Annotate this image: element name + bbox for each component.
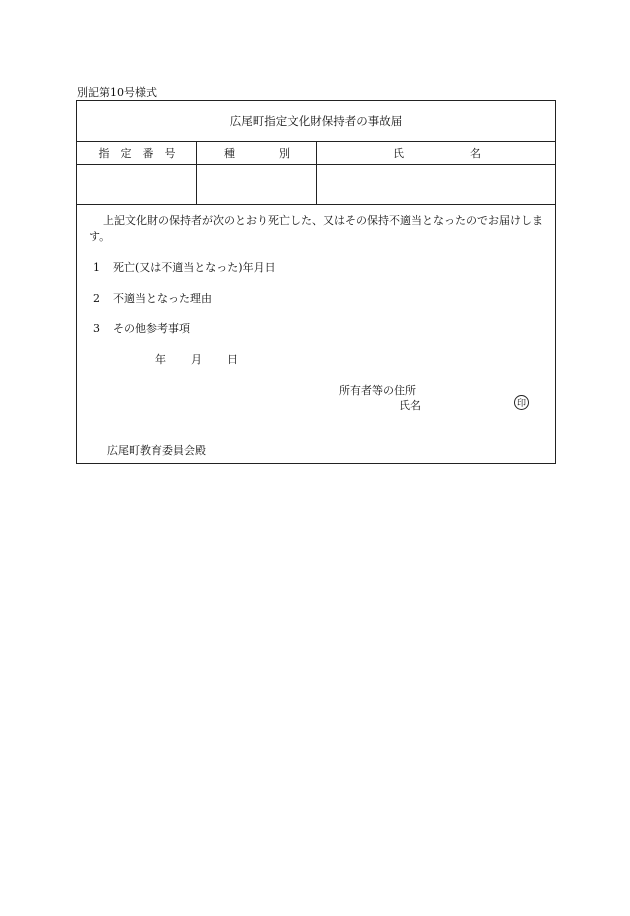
seal-mark-icon: 印 xyxy=(514,395,529,410)
list-item xyxy=(93,259,276,275)
date-day: 日 xyxy=(227,353,238,366)
addressee: 広尾町教育委員会殿 xyxy=(107,444,206,457)
item-text: 不適当となった理由 xyxy=(113,292,212,305)
item-number: 2 xyxy=(93,292,100,305)
list-item xyxy=(93,320,190,336)
item-text: 死亡(又は不適当となった)年月日 xyxy=(113,261,276,274)
divider xyxy=(316,142,317,205)
header-category: 種 別 xyxy=(224,147,290,160)
cell-designation-number[interactable] xyxy=(77,165,197,204)
cell-name[interactable] xyxy=(317,165,557,204)
item-number: 3 xyxy=(93,322,100,335)
divider xyxy=(196,142,197,205)
date-year: 年 xyxy=(155,353,166,366)
cell-category[interactable] xyxy=(197,165,317,204)
item-text: その他参考事項 xyxy=(113,322,190,335)
owner-address-label: 所有者等の住所 xyxy=(339,384,416,397)
form-title: 広尾町指定文化財保持者の事故届 xyxy=(77,101,555,142)
form-box xyxy=(76,100,556,464)
list-item xyxy=(93,290,212,306)
owner-name-label: 氏名 xyxy=(399,399,421,412)
date-line xyxy=(155,351,238,367)
date-month: 月 xyxy=(191,353,202,366)
statement-text: 上記文化財の保持者が次のとおり死亡した、又はその保持不適当となったのでお届けします。 xyxy=(89,214,543,243)
header-name: 氏 名 xyxy=(393,147,481,160)
form-number: 別記第10号様式 xyxy=(77,86,157,99)
item-number: 1 xyxy=(93,261,100,274)
header-designation-number: 指 定 番 号 xyxy=(98,147,176,160)
